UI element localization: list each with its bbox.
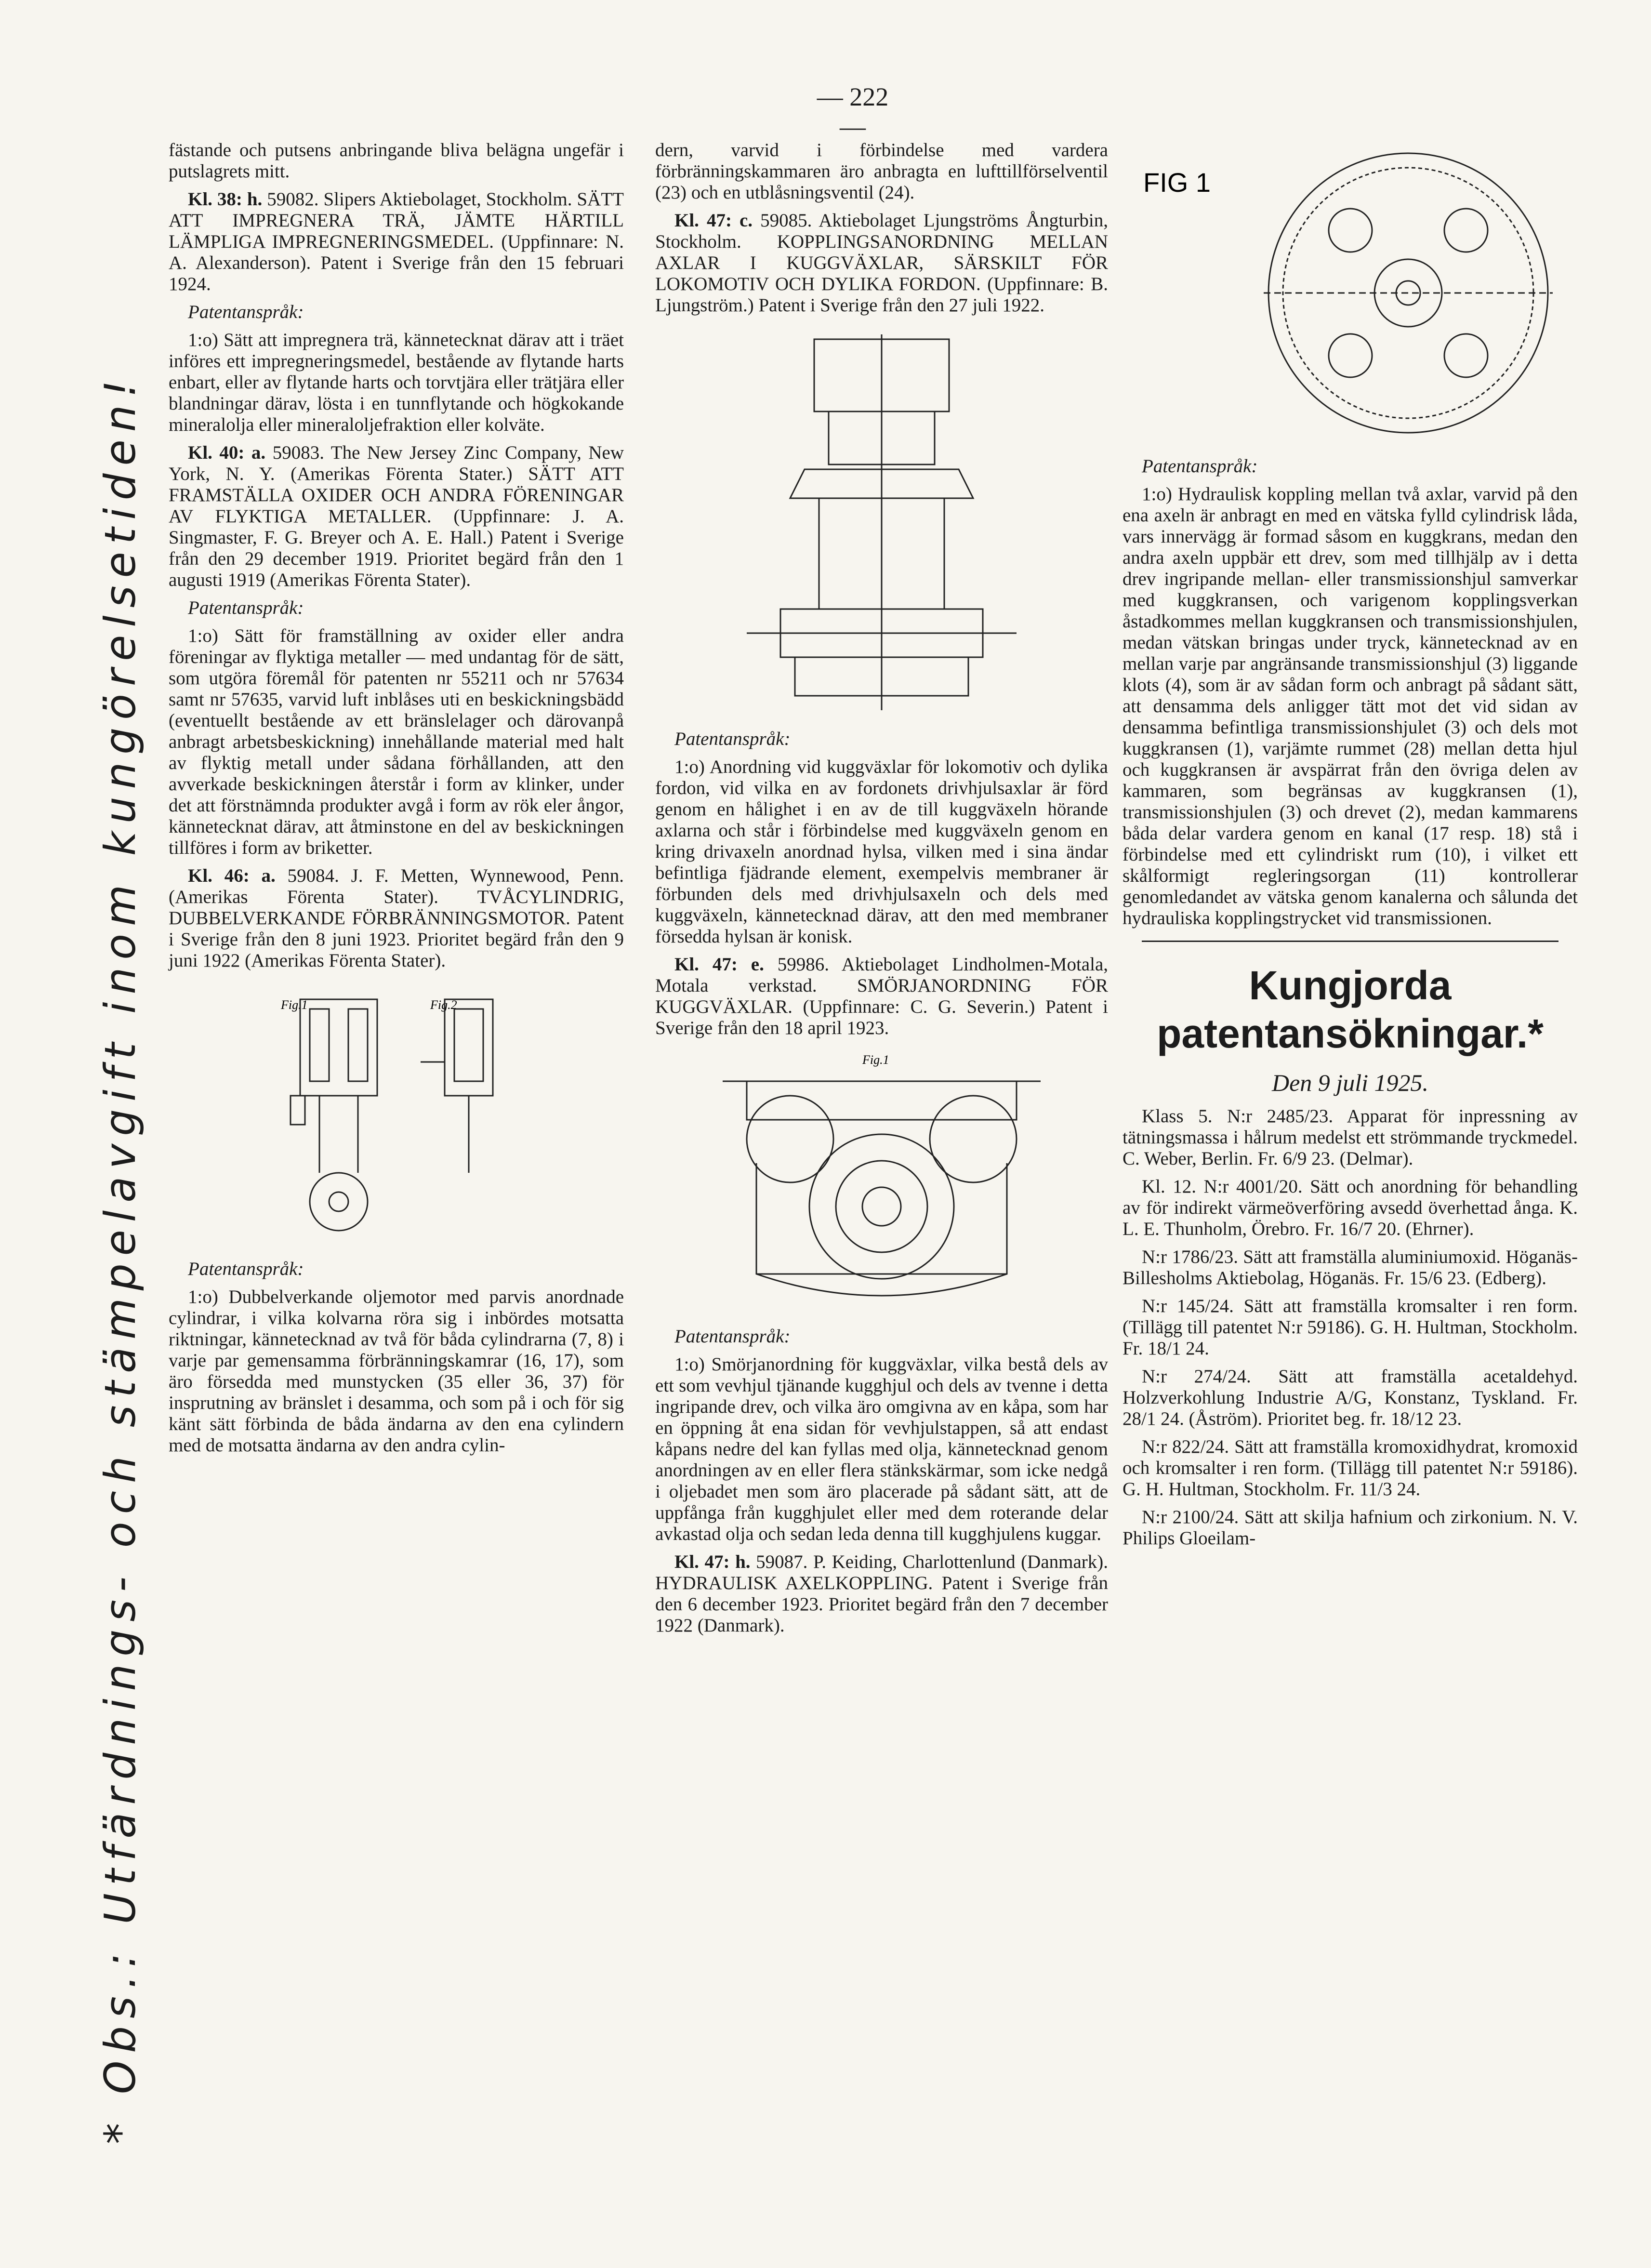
fig-label: Fig.1 [280,998,308,1012]
claim-text: 1:o) Sätt för framställning av oxider eller andra föreningar av flyktiga metaller — med undantag för de sätt, som utgöra föremål för patenten nr 55211 och nr 57634 samt nr 57635, varvid luft inblåses uti en beskickningsbädd (eventuellt bestående av ett bränslelager och därovanpå anbragt arbetsbeskickning) innehållande material med halt av flyktig metall under sådana förhållanden, att den avverkade beskickningen återstår i form av klinker, under det att förstnämnda produkter avgå i form av rök eler ångor, kännetecknat därav, att åtminstone en del av beskickningen tillföres i form av briketter. [169,625,624,858]
application-entry: N:r 274/24. Sätt att framställa acetaldehyd. Holzverkohlung Industrie A/G, Konstanz, Tyskland. Fr. 28/1 24. (Åström). Prioritet beg. fr. 18/12 23. [1123,1366,1578,1429]
sidebar-notice: * Obs.: Utfärdnings- och stämpelavgift inom kungörelsetiden! [95,372,145,2144]
application-entry: N:r 2100/24. Sätt att skilja hafnium och zirkonium. N. V. Philips Gloeilam- [1123,1507,1578,1549]
column-3 [1123,140,1578,1556]
column-1 [169,140,624,1463]
entry-kl47h [655,1552,1108,1636]
application-entry: N:r 1786/23. Sätt att framställa aluminiumoxid. Höganäs-Billesholms Aktiebolag, Höganäs. Fr. 15/6 23. (Edberg). [1123,1247,1578,1288]
claims-heading: Patentanspråk: [188,1259,304,1279]
entry-heading: Kl. 38: h. [188,189,263,210]
column-2 [655,140,1108,1643]
claims-heading: Patentanspråk: [1142,456,1258,477]
fig-label: FIG 1 [1143,167,1211,198]
entry-heading: Kl. 47: e. [674,954,764,975]
engine-figure [262,980,531,1250]
entry-body: 59986. Aktiebolaget Lindholmen-Motala, Motala verkstad. SMÖRJANORDNING FÖR KUGGVÄXLAR. (Uppfinnare: C. G. Severin.) Patent i Sverige från den 18 april 1923. [655,954,1109,1038]
entry-body: 59085. Aktiebolaget Ljungströms Ångturbin, Stockholm. KOPPLINGSANORDNING MELLAN AXLAR I KUGGVÄXLAR, SÄRSKILT FÖR LOKOMOTIV OCH DYLIKA FORDON. (Uppfinnare: B. Ljungström.) Patent i Sverige från den 27 juli 1922. [655,210,1109,316]
claim-text: 1:o) Anordning vid kuggväxlar för lokomotiv och dylika fordon, vid vilka en av fordonets drivhjulsaxlar är förd genom en hålighet i en av de till kuggväxeln hörande axlarna och står i förbindelse med kuggväxeln genom en kring drivaxeln anordnad hylsa, vilken med i sina ändar befintliga fjädrande element, exempelvis membraner är förbunden dels med drivhjulsaxeln och dels med kuggväxeln, kännetecknad därav, att den med membraner försedda hylsan är konisk. [655,756,1108,947]
paragraph: dern, varvid i förbindelse med vardera förbränningskammaren äro anbragta en lufttillförselventil (23) och en utblåsningsventil (24). [655,140,1108,203]
application-entry: N:r 145/24. Sätt att framställa kromsalter i ren form. (Tillägg till patentet N:r 59186). G. H. Hultman, Stockholm. Fr. 18/1 24. [1123,1296,1578,1359]
paragraph: fästande och putsens anbringande bliva belägna ungefär i putslagrets mitt. [169,140,624,182]
entry-heading: Kl. 47: c. [674,210,753,231]
page-number: — 222 — [817,82,889,141]
claims-heading: Patentanspråk: [674,729,791,749]
claim-text: 1:o) Sätt att impregnera trä, kännetecknat därav att i träet införes ett impregneringsmedel, bestående av flytande harts enbart, eller av flytande harts och torvtjära eller trätjära eller blandningar därav, lösta i en tunnflytande och högkokande mineralolja eller mineraloljefraktion eller kolväte. [169,330,624,435]
entry-kl46a [169,865,624,971]
entry-kl38h [169,189,624,295]
claim-text: 1:o) Hydraulisk koppling mellan två axlar, varvid på den ena axeln är anbragt en med en vätska fylld cylindrisk låda, vars innervägg är formad såsom en kuggkrans, medan den andra axeln uppbär ett drev, som med tillhjälp av i detta drev ingripande mellan- eller transmissionshjul samverkar med kuggkransen, och varigenom kopplingsverkan åstadkommes mellan kuggkransen och transmissionshjulen, medan vätskan bringas under tryck, kännetecknad av en mellan varje par angränsande transmissionshjul (3) liggande klots (4), som är av sådan form och anbragt på sådant sätt, att densamma dels anligger tätt mot det vid sidan av densamma befintliga transmissionshjulet (3) och dels mot kuggkransen (1), varjämte rummet (28) mellan detta hjul och kuggkransen är avspärrat från den övriga delen av kammaren, som begränsas av kuggkransen (1), transmissionshjulen (3) och drevet (2), medan kammarens båda delar vardera genom en kanal (17 resp. 18) stå i förbindelse med ett cylindriskt rum (10), i vilket ett skålformigt regleringsorgan (11) kontrollerar genomledandet av vätska genom kanalerna och sålunda det hydrauliska kopplingstrycket vid transmissionen. [1123,484,1578,928]
application-entry: N:r 822/24. Sätt att framställa kromoxidhydrat, kromoxid och kromsalter i ren form. (Tillägg till patentet N:r 59186). G. H. Hultman, Stockholm. Fr. 11/3 24. [1123,1436,1578,1499]
section-date: Den 9 juli 1925. [1272,1069,1428,1096]
entry-kl47e [655,954,1108,1039]
claims-heading: Patentanspråk: [674,1326,791,1347]
entry-heading: Kl. 40: a. [188,442,266,463]
entry-body: 59084. J. F. Metten, Wynnewood, Penn. (Amerikas Förenta Stater). TVÅCYLINDRIG, DUBBELVERKANDE FÖRBRÄNNINGSMOTOR. Patent i Sverige från den 8 juni 1923. Prioritet begärd från den 9 juni 1922 (Amerikas Förenta Stater). [169,865,624,971]
entry-body: 59082. Slipers Aktiebolaget, Stockholm. SÄTT ATT IMPREGNERA TRÄ, JÄMTE HÄRTILL LÄMPLIGA IMPREGNERINGSMEDEL. (Uppfinnare: N. A. Alexanderson). Patent i Sverige från den 15 februari 1924. [169,189,624,294]
claims-heading: Patentanspråk: [188,597,304,618]
section-title: Kungjorda patentansökningar.* [1157,963,1544,1056]
application-entry: Klass 5. N:r 2485/23. Apparat för inpressning av tätningsmassa i hålrum medelst ett strömmande tryckmedel. C. Weber, Berlin. Fr. 6/9 23. (Delmar). [1123,1106,1578,1169]
application-entry: Kl. 12. N:r 4001/20. Sätt och anordning för behandling av för indirekt värmeöverföring avsedd överhettad ånga. K. L. E. Thunholm, Örebro. Fr. 16/7 20. (Ehrner). [1123,1176,1578,1239]
entry-heading: Kl. 47: h. [674,1552,751,1572]
entry-heading: Kl. 46: a. [188,865,276,886]
entry-kl47c [655,210,1108,316]
entry-kl40a [169,442,624,591]
lubrication-figure [703,1048,1060,1317]
fig-label: Fig.1 [862,1053,889,1067]
claim-text: 1:o) Smörjanordning för kuggväxlar, vilka bestå dels av ett som vevhjul tjänande kugghjul och dels av tvenne i detta ingripande drev, och vilka äro omgivna av en kåpa, som har en öppning åt ena sidan för vevhjulstappen, så att endast kåpans nedre del kan fyllas med olja, kännetecknad genom anordningen av en eller flera stänkskärmar, som icke nedgå i oljebadet men som äro placerade på sådant sätt, att de uppfånga från kugghjulet eller med dem roterande delar avkastad olja och sedan leda denna till kugghjulens kuggar. [655,1354,1108,1544]
fig-label: Fig.2 [430,998,457,1012]
entry-body: 59083. The New Jersey Zinc Company, New York, N. Y. (Amerikas Förenta Stater.) SÄTT ATT FRAMSTÄLLA OXIDER OCH ANDRA FÖRENINGAR AV FLYKTIGA METALLER. (Uppfinnare: J. A. Singmaster, F. G. Breyer och A. E. Hall.) Patent i Sverige från den 29 december 1919. Prioritet begärd från den 1 augusti 1919 (Amerikas Förenta Stater). [169,442,624,590]
gear-coupling-figure [732,325,1031,720]
divider [1142,941,1559,942]
hydraulic-coupling-figure [1138,148,1562,447]
claims-heading: Patentanspråk: [188,302,304,322]
entry-body: 59087. P. Keiding, Charlottenlund (Danmark). HYDRAULISK AXELKOPPLING. Patent i Sverige från den 6 december 1923. Prioritet begärd från den 7 december 1922 (Danmark). [655,1552,1108,1636]
claim-text: 1:o) Dubbelverkande oljemotor med parvis anordnade cylindrar, i vilka kolvarna röra sig i inbördes motsatta riktningar, kännetecknad av två för båda cylindrarna (7, 8) i varje par gemensamma förbränningskamrar (16, 17), som äro försedda med munstycken (35 eller 36, 37) för insprutning av bränslet i desamma, och som på i och för sig känt sätt förbinda de båda ändarna av den ena cylindern med de motsatta ändarna av den andra cylin- [169,1287,624,1456]
